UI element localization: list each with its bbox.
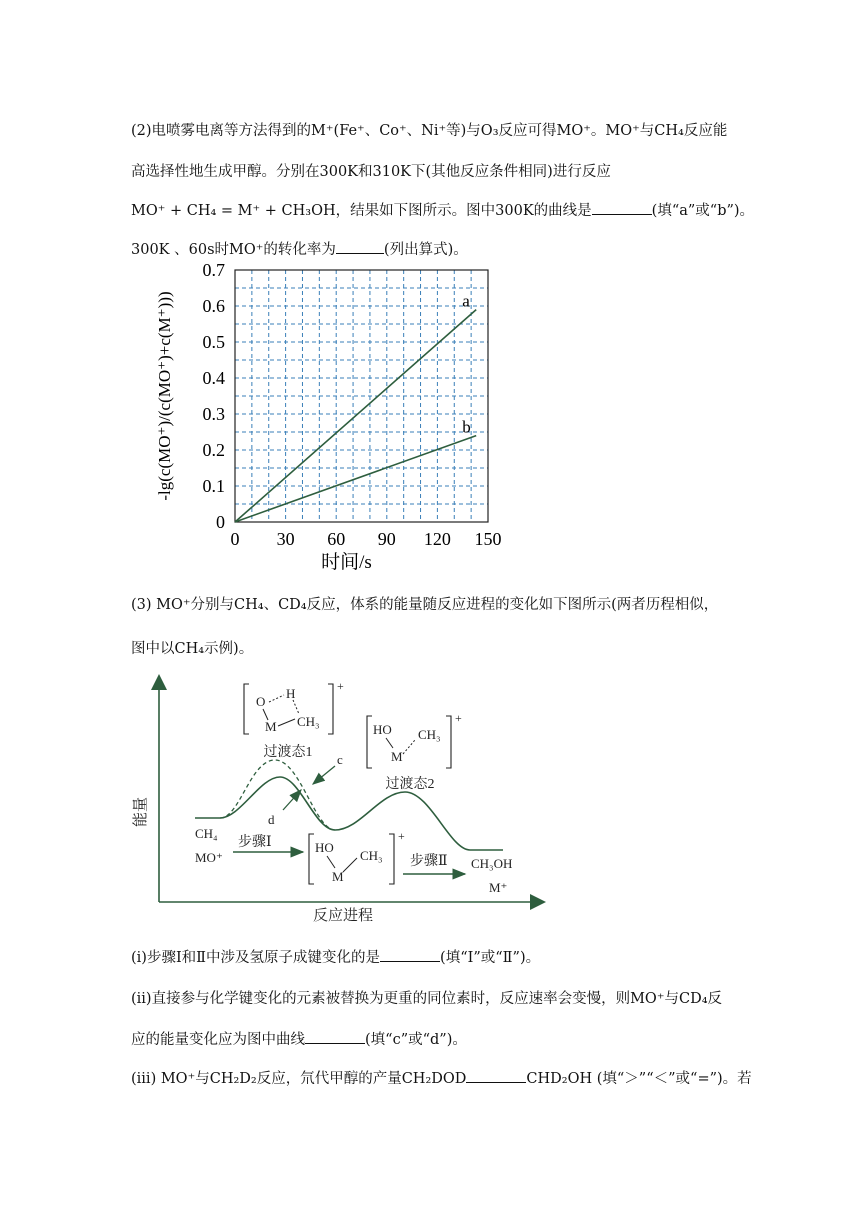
- int-CH3: CH₃: [360, 848, 383, 863]
- curve-d-label: d: [268, 812, 275, 827]
- y-tick-label: 0.2: [202, 440, 225, 460]
- series-line-b: [235, 436, 476, 522]
- reactant-ch4: CH₄: [195, 826, 218, 841]
- q3-iii-tail: CHD₂OH (填“＞”“＜”或“=”)。若: [526, 1071, 752, 1087]
- y-tick-label: 0.6: [202, 296, 225, 316]
- x-tick-label: 0: [230, 529, 240, 549]
- ts1-M: M: [265, 719, 277, 734]
- q3-line1: (3) MO⁺分别与CH₄、CD₄反应，体系的能量随反应进程的变化如下图所示(两者历程相似，: [131, 597, 719, 613]
- answer-blank-conversion[interactable]: [336, 241, 384, 254]
- x-axis-label: 时间/s: [321, 552, 372, 573]
- ts1-CH3: CH₃: [297, 714, 320, 729]
- q2-line4-tail: (列出算式)。: [383, 242, 468, 258]
- curve-c-label: c: [337, 752, 343, 767]
- y-tick-label: 0.3: [202, 404, 225, 424]
- answer-blank-curve[interactable]: [592, 202, 652, 215]
- q3-ii-line1: (ii)直接参与化学键变化的元素被替换为更重的同位素时，反应速率会变慢，则MO⁺与CD₄反: [131, 991, 723, 1007]
- series-label-a: a: [462, 291, 470, 311]
- q3-iii: [131, 1067, 752, 1088]
- progress-axis-label: 反应进程: [312, 908, 374, 922]
- y-tick-label: 0.5: [202, 332, 225, 352]
- ts2-charge: +: [455, 711, 462, 725]
- step-1-label: 步骤Ⅰ: [238, 835, 272, 850]
- intermediate: [309, 829, 405, 884]
- q3-line2: 图中以CH₄示例)。: [131, 641, 254, 657]
- y-tick-label: 0: [216, 512, 225, 532]
- ts2-HO: HO: [373, 722, 392, 737]
- ts1-O: O: [256, 694, 266, 709]
- answer-blank-step[interactable]: [380, 949, 440, 962]
- y-tick-label: 0.4: [202, 368, 225, 388]
- answer-blank-curve-cd[interactable]: [305, 1031, 365, 1044]
- q3-iii-text: (iii) MO⁺与CH₂D₂反应，氘代甲醇的产量CH₂DOD: [131, 1071, 467, 1087]
- series-line-a: [235, 310, 476, 522]
- ts2-label: 过渡态2: [385, 777, 435, 792]
- series-label-b: b: [462, 417, 471, 437]
- curve-d-pointer: [283, 790, 301, 810]
- q2-line4: [131, 238, 468, 259]
- q3-i-text: (i)步骤Ⅰ和Ⅱ中涉及氢原子成键变化的是: [131, 950, 381, 966]
- q2-line3: [131, 199, 754, 220]
- x-tick-label: 90: [377, 529, 396, 549]
- ts2-CH3: CH₃: [418, 727, 441, 742]
- energy-axis-label: 能量: [133, 796, 149, 828]
- int-charge: +: [398, 829, 405, 843]
- curve-c-pointer: [313, 766, 335, 784]
- q3-ii-text: 应的能量变化应为图中曲线: [131, 1032, 305, 1048]
- reactant-mo: MO⁺: [195, 850, 223, 865]
- x-tick-label: 150: [474, 529, 502, 549]
- q2-line3-text: ，结果如下图所示。图中300K的曲线是: [335, 203, 592, 219]
- x-tick-label: 60: [327, 529, 346, 549]
- energy-diagram: [125, 672, 555, 922]
- q2-line3-tail: (填“a”或“b”)。: [651, 203, 755, 219]
- y-tick-label: 0.7: [202, 260, 225, 280]
- q3-ii-tail: (填“c”或“d”)。: [365, 1032, 467, 1048]
- q2-line4-text: 300K 、60s时MO⁺的转化率为: [131, 242, 336, 258]
- ts1-charge: +: [337, 679, 344, 693]
- y-axis-label: [155, 291, 174, 500]
- product-m: M⁺: [489, 880, 508, 895]
- int-M: M: [332, 869, 344, 884]
- y-tick-label: 0.1: [202, 476, 225, 496]
- ts2-M: M: [391, 749, 403, 764]
- reaction-equation: MO⁺ + CH₄ = M⁺ + CH₃OH: [131, 203, 336, 219]
- q3-i: [131, 946, 540, 967]
- curve-c: [220, 760, 335, 830]
- x-tick-label: 120: [423, 529, 451, 549]
- transition-state-1: [244, 679, 344, 760]
- x-tick-label: 30: [276, 529, 295, 549]
- ts1-label: 过渡态1: [263, 745, 313, 760]
- transition-state-2: [367, 711, 462, 792]
- q3-ii-line2: [131, 1028, 467, 1049]
- y-axis-label-text: -lg(c(MO⁺)/(c(MO⁺)+c(M⁺))): [155, 291, 174, 501]
- q3-i-tail: (填“Ⅰ”或“Ⅱ”)。: [440, 950, 541, 966]
- q2-line1: (2)电喷雾电离等方法得到的M⁺(Fe⁺、Co⁺、Ni⁺等)与O₃反应可得MO⁺。MO⁺与CH₄反应能: [131, 123, 728, 139]
- int-HO: HO: [315, 840, 334, 855]
- ts1-H: H: [286, 686, 296, 701]
- answer-blank-compare[interactable]: [466, 1070, 526, 1083]
- q2-line2: 高选择性地生成甲醇。分别在300K和310K下(其他反应条件相同)进行反应: [131, 164, 611, 180]
- product-ch3oh: CH₃OH: [471, 856, 513, 871]
- conversion-chart: [128, 258, 528, 578]
- step-2-label: 步骤Ⅱ: [410, 854, 448, 869]
